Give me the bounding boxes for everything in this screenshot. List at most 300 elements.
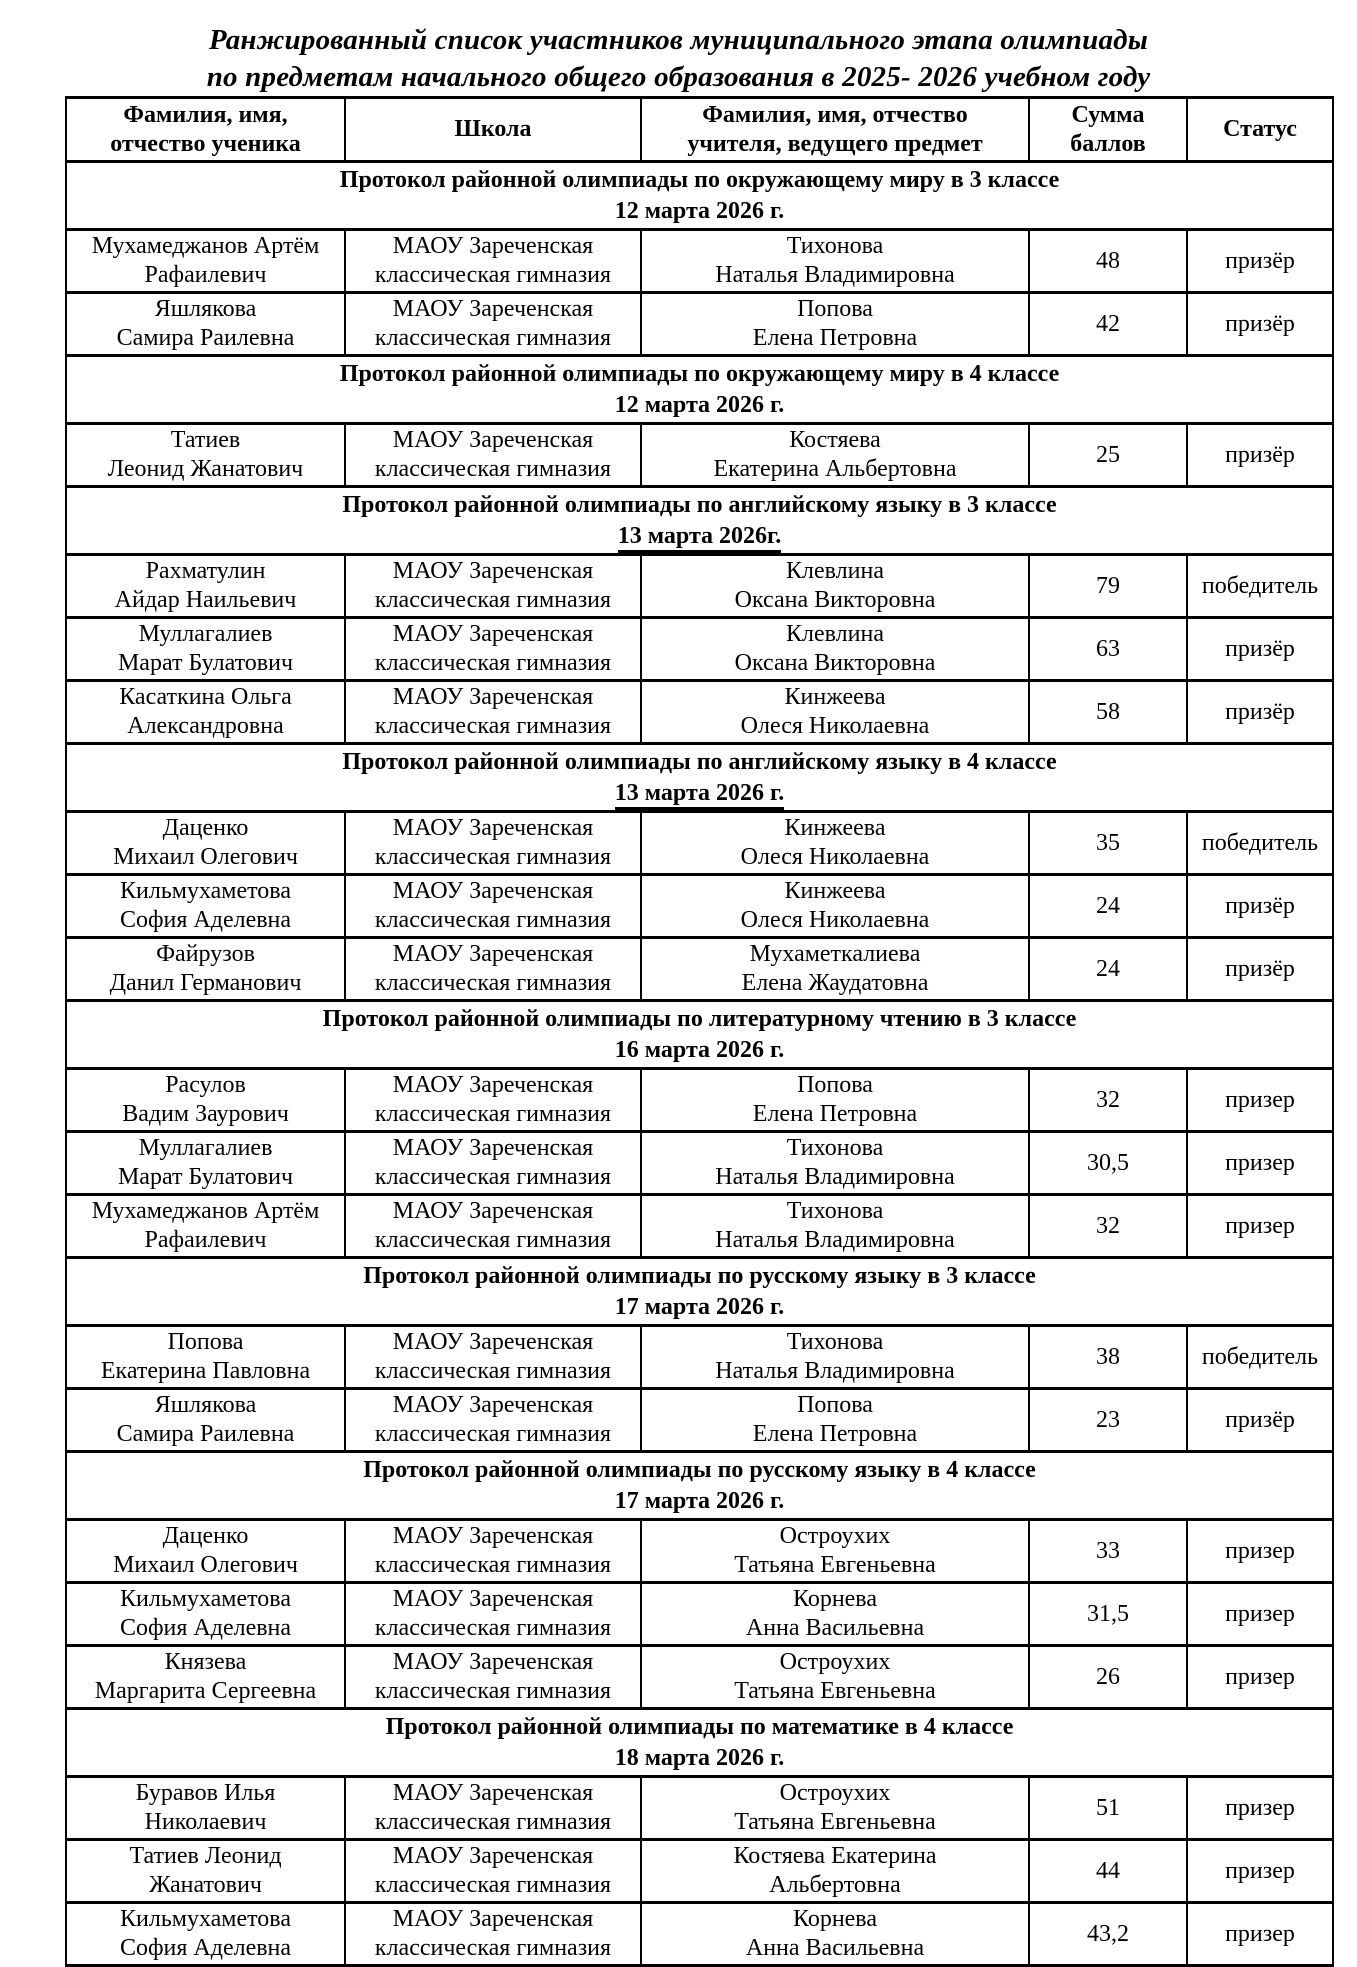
result-row [66, 618, 1333, 681]
status-cell: призёр [1187, 681, 1333, 744]
text-line: Николаевич [144, 1809, 267, 1835]
teacher-name-cell [641, 1520, 1029, 1583]
column-header-status [1187, 98, 1333, 162]
section-date [69, 1743, 1330, 1774]
score-cell: 38 [1029, 1326, 1187, 1389]
status-cell: победитель [1187, 555, 1333, 618]
text-line: Мухаметкалиева [749, 941, 921, 967]
text-line: Татьяна Евгеньевна [734, 1552, 936, 1578]
teacher-name-cell [641, 1326, 1029, 1389]
text-line: классическая гимназия [374, 1678, 612, 1704]
school-cell [345, 1520, 641, 1583]
text-line: Попова [167, 1329, 244, 1355]
teacher-name-cell [641, 1646, 1029, 1709]
text-line: МАОУ Зареченская [392, 233, 594, 259]
text-line: Яшлякова [154, 1392, 257, 1418]
student-name-cell [66, 618, 345, 681]
section-header-cell [66, 1258, 1333, 1326]
section-date-text: 13 марта 2026 г. [615, 780, 785, 810]
text-line: Клевлина [786, 621, 884, 647]
score-cell: 44 [1029, 1840, 1187, 1903]
section-date [69, 1292, 1330, 1323]
status-cell: призер [1187, 1195, 1333, 1258]
text-line: Кильмухаметова [120, 878, 291, 904]
text-line: Тихонова [786, 1198, 884, 1224]
text-line: классическая гимназия [374, 1552, 612, 1578]
school-cell [345, 1389, 641, 1452]
section-header-row [66, 162, 1333, 230]
text-line: София Аделевна [119, 907, 292, 933]
teacher-name-cell [641, 1840, 1029, 1903]
status-cell: призер [1187, 1069, 1333, 1132]
status-cell: призер [1187, 1777, 1333, 1840]
document-page [0, 22, 1357, 1961]
text-line: Рафаилевич [144, 262, 267, 288]
student-name-cell [66, 812, 345, 875]
score-cell: 43,2 [1029, 1903, 1187, 1966]
text-line: классическая гимназия [374, 1101, 612, 1127]
text-line: Костяева Екатерина [733, 1843, 937, 1869]
text-line: Школа [454, 116, 532, 142]
text-line: классическая гимназия [374, 262, 612, 288]
school-cell [345, 230, 641, 293]
school-cell [345, 1326, 641, 1389]
text-line: МАОУ Зареченская [392, 815, 594, 841]
student-name-cell [66, 875, 345, 938]
document-title [30, 22, 1327, 96]
text-line: Александровна [127, 713, 284, 739]
text-line: Остроухих [779, 1780, 891, 1806]
student-name-cell [66, 1520, 345, 1583]
score-cell: 79 [1029, 555, 1187, 618]
text-line: Анна Васильевна [745, 1615, 925, 1641]
text-line: Наталья Владимировна [715, 262, 955, 288]
student-name-cell [66, 681, 345, 744]
text-line: классическая гимназия [374, 1358, 612, 1384]
text-line: классическая гимназия [374, 650, 612, 676]
text-line: Татьяна Евгеньевна [734, 1678, 936, 1704]
section-header-cell [66, 356, 1333, 424]
text-line: Екатерина Альбертовна [713, 456, 957, 482]
teacher-name-cell [641, 555, 1029, 618]
result-row [66, 1903, 1333, 1966]
olympiad-results-table [65, 96, 1334, 1967]
text-line: Мухамеджанов Артём [91, 1198, 320, 1224]
score-cell: 31,5 [1029, 1583, 1187, 1646]
text-line: МАОУ Зареченская [392, 1843, 594, 1869]
teacher-name-cell [641, 1583, 1029, 1646]
text-line: классическая гимназия [374, 970, 612, 996]
status-cell: победитель [1187, 812, 1333, 875]
status-cell: призер [1187, 1646, 1333, 1709]
text-line: баллов [1070, 130, 1146, 157]
text-line: Марат Булатович [117, 1164, 294, 1190]
teacher-name-cell [641, 938, 1029, 1001]
text-line: Наталья Владимировна [715, 1227, 955, 1253]
result-row [66, 1583, 1333, 1646]
section-title: Протокол районной олимпиады по русскому языку в 3 классе [363, 1262, 1036, 1289]
text-line: МАОУ Зареченская [392, 684, 594, 710]
score-cell: 25 [1029, 424, 1187, 487]
student-name-cell [66, 1646, 345, 1709]
text-line: Клевлина [786, 558, 884, 584]
section-date-text: 13 марта 2026г. [618, 523, 782, 553]
score-cell: 33 [1029, 1520, 1187, 1583]
result-row [66, 1840, 1333, 1903]
teacher-name-cell [641, 293, 1029, 356]
text-line: Айдар Наильевич [114, 587, 297, 613]
result-row [66, 681, 1333, 744]
text-line: Татиев Леонид [129, 1843, 282, 1869]
section-header-row [66, 1258, 1333, 1326]
text-line: Яшлякова [154, 296, 257, 322]
section-date-text: 12 марта 2026 г. [614, 391, 785, 418]
text-line: Маргарита Сергеевна [94, 1678, 317, 1704]
text-line: Рафаилевич [144, 1227, 267, 1253]
school-cell [345, 938, 641, 1001]
text-line: Елена Петровна [752, 325, 918, 351]
text-line: Князева [164, 1649, 247, 1675]
teacher-name-cell [641, 1777, 1029, 1840]
text-line: Оксана Викторовна [734, 587, 936, 613]
student-name-cell [66, 1326, 345, 1389]
text-line: Муллагалиев [138, 621, 273, 647]
section-title: Протокол районной олимпиады по окружающему миру в 4 классе [339, 360, 1060, 387]
text-line: МАОУ Зареченская [392, 1392, 594, 1418]
status-cell: призер [1187, 1520, 1333, 1583]
text-line: Фамилия, имя, [123, 101, 288, 128]
text-line: МАОУ Зареченская [392, 1780, 594, 1806]
student-name-cell [66, 1777, 345, 1840]
text-line: Елена Жаудатовна [741, 970, 929, 996]
school-cell [345, 812, 641, 875]
result-row [66, 875, 1333, 938]
text-line: Буравов Илья [135, 1780, 276, 1806]
text-line: Муллагалиев [138, 1135, 273, 1161]
score-cell: 24 [1029, 875, 1187, 938]
text-line: Данил Германович [109, 970, 302, 996]
text-line: Костяева [789, 427, 881, 453]
teacher-name-cell [641, 618, 1029, 681]
section-date-text: 17 марта 2026 г. [614, 1293, 785, 1320]
result-row [66, 812, 1333, 875]
column-header-row [66, 98, 1333, 162]
score-cell: 24 [1029, 938, 1187, 1001]
text-line: София Аделевна [119, 1935, 292, 1961]
text-line: классическая гимназия [374, 325, 612, 351]
student-name-cell [66, 1132, 345, 1195]
teacher-name-cell [641, 1132, 1029, 1195]
result-row [66, 1520, 1333, 1583]
text-line: Елена Петровна [752, 1101, 918, 1127]
section-header-row [66, 1001, 1333, 1069]
school-cell [345, 1195, 641, 1258]
text-line: Татиев [170, 427, 241, 453]
school-cell [345, 618, 641, 681]
status-cell: призёр [1187, 293, 1333, 356]
school-cell [345, 1840, 641, 1903]
text-line: Статус [1223, 116, 1297, 142]
text-line: Самира Раилевна [116, 325, 295, 351]
section-date [69, 196, 1330, 227]
student-name-cell [66, 1069, 345, 1132]
status-cell: призёр [1187, 875, 1333, 938]
section-date-text: 18 марта 2026 г. [614, 1744, 785, 1771]
section-date-text: 12 марта 2026 г. [614, 197, 785, 224]
text-line: классическая гимназия [374, 1421, 612, 1447]
section-header-row [66, 487, 1333, 555]
text-line: Файрузов [156, 941, 255, 967]
result-row [66, 293, 1333, 356]
text-line: Мухамеджанов Артём [91, 233, 320, 259]
section-date [69, 778, 1330, 809]
score-cell: 26 [1029, 1646, 1187, 1709]
school-cell [345, 875, 641, 938]
section-date-text: 16 марта 2026 г. [614, 1036, 785, 1063]
section-header-cell [66, 1452, 1333, 1520]
column-header-teacher [641, 98, 1029, 162]
student-name-cell [66, 1840, 345, 1903]
score-cell: 42 [1029, 293, 1187, 356]
text-line: Вадим Заурович [122, 1101, 289, 1127]
text-line: МАОУ Зареченская [392, 1586, 594, 1612]
text-line: Олеся Николаевна [740, 713, 930, 739]
text-line: МАОУ Зареченская [392, 1135, 594, 1161]
text-line: Марат Булатович [117, 650, 294, 676]
school-cell [345, 424, 641, 487]
text-line: Екатерина Павловна [100, 1358, 311, 1384]
text-line: Кинжеева [784, 878, 886, 904]
section-header-cell [66, 1709, 1333, 1777]
result-row [66, 424, 1333, 487]
score-cell: 58 [1029, 681, 1187, 744]
teacher-name-cell [641, 1069, 1029, 1132]
text-line: МАОУ Зареченская [392, 621, 594, 647]
text-line: МАОУ Зареченская [392, 1072, 594, 1098]
text-line: Сумма [1071, 101, 1145, 128]
section-header-row [66, 1709, 1333, 1777]
status-cell: призёр [1187, 618, 1333, 681]
text-line: классическая гимназия [374, 713, 612, 739]
student-name-cell [66, 1903, 345, 1966]
text-line: классическая гимназия [374, 587, 612, 613]
status-cell: призер [1187, 1132, 1333, 1195]
text-line: МАОУ Зареченская [392, 1906, 594, 1932]
text-line: Остроухих [779, 1649, 891, 1675]
result-row [66, 938, 1333, 1001]
result-row [66, 230, 1333, 293]
teacher-name-cell [641, 681, 1029, 744]
text-line: классическая гимназия [374, 907, 612, 933]
text-line: София Аделевна [119, 1615, 292, 1641]
score-cell: 30,5 [1029, 1132, 1187, 1195]
document-title-line2: по предметам начального общего образования в 2025- 2026 учебном году [206, 61, 1151, 93]
school-cell [345, 1583, 641, 1646]
section-header-row [66, 356, 1333, 424]
text-line: Касаткина Ольга [119, 684, 292, 710]
teacher-name-cell [641, 875, 1029, 938]
school-cell [345, 1132, 641, 1195]
text-line: Елена Петровна [752, 1421, 918, 1447]
text-line: Тихонова [786, 233, 884, 259]
section-header-row [66, 1452, 1333, 1520]
section-header-cell [66, 487, 1333, 555]
school-cell [345, 555, 641, 618]
text-line: Самира Раилевна [116, 1421, 295, 1447]
status-cell: призер [1187, 1840, 1333, 1903]
school-cell [345, 1069, 641, 1132]
text-line: Тихонова [786, 1135, 884, 1161]
text-line: Попова [797, 296, 873, 322]
result-row [66, 1195, 1333, 1258]
text-line: Корнева [793, 1586, 877, 1612]
status-cell: призер [1187, 1583, 1333, 1646]
section-header-cell [66, 1001, 1333, 1069]
school-cell [345, 1646, 641, 1709]
text-line: Фамилия, имя, отчество [702, 101, 968, 128]
section-title: Протокол районной олимпиады по литературному чтению в 3 классе [322, 1005, 1077, 1032]
document-title-line1: Ранжированный список участников муниципального этапа олимпиады [208, 24, 1149, 56]
text-line: Наталья Владимировна [715, 1164, 955, 1190]
teacher-name-cell [641, 1389, 1029, 1452]
text-line: МАОУ Зареченская [392, 1649, 594, 1675]
text-line: Попова [797, 1392, 873, 1418]
text-line: Олеся Николаевна [740, 907, 930, 933]
text-line: Михаил Олегович [113, 844, 298, 870]
student-name-cell [66, 1389, 345, 1452]
score-cell: 35 [1029, 812, 1187, 875]
section-header-cell [66, 744, 1333, 812]
column-header-student [66, 98, 345, 162]
section-title: Протокол районной олимпиады по русскому языку в 4 классе [363, 1456, 1036, 1483]
column-header-score [1029, 98, 1187, 162]
text-line: Тихонова [786, 1329, 884, 1355]
student-name-cell [66, 293, 345, 356]
text-line: отчество ученика [110, 130, 301, 157]
student-name-cell [66, 938, 345, 1001]
column-header-school [345, 98, 641, 162]
result-row [66, 1646, 1333, 1709]
text-line: Михаил Олегович [113, 1552, 298, 1578]
text-line: учителя, ведущего предмет [687, 130, 983, 157]
text-line: МАОУ Зареченская [392, 878, 594, 904]
teacher-name-cell [641, 424, 1029, 487]
school-cell [345, 681, 641, 744]
status-cell: призер [1187, 1903, 1333, 1966]
text-line: Татьяна Евгеньевна [734, 1809, 936, 1835]
text-line: Корнева [793, 1906, 877, 1932]
result-row [66, 1132, 1333, 1195]
text-line: Наталья Владимировна [715, 1358, 955, 1384]
section-date [69, 390, 1330, 421]
text-line: классическая гимназия [374, 1615, 612, 1641]
text-line: Даценко [162, 1523, 249, 1549]
status-cell: призёр [1187, 230, 1333, 293]
text-line: классическая гимназия [374, 456, 612, 482]
text-line: Олеся Николаевна [740, 844, 930, 870]
section-date [69, 1035, 1330, 1066]
result-row [66, 1326, 1333, 1389]
student-name-cell [66, 555, 345, 618]
text-line: МАОУ Зареченская [392, 558, 594, 584]
teacher-name-cell [641, 1903, 1029, 1966]
section-title: Протокол районной олимпиады по английскому языку в 4 классе [342, 748, 1057, 775]
text-line: Кинжеева [784, 815, 886, 841]
text-line: Леонид Жанатович [107, 456, 304, 482]
text-line: классическая гимназия [374, 1227, 612, 1253]
student-name-cell [66, 424, 345, 487]
text-line: Рахматулин [145, 558, 266, 584]
text-line: Даценко [162, 815, 249, 841]
text-line: Альбертовна [769, 1872, 901, 1898]
section-date [69, 1486, 1330, 1517]
section-title: Протокол районной олимпиады по английскому языку в 3 классе [342, 491, 1057, 518]
teacher-name-cell [641, 812, 1029, 875]
text-line: Кильмухаметова [120, 1906, 291, 1932]
table-body [66, 162, 1333, 1966]
result-row [66, 1777, 1333, 1840]
text-line: Оксана Викторовна [734, 650, 936, 676]
student-name-cell [66, 1195, 345, 1258]
score-cell: 63 [1029, 618, 1187, 681]
text-line: Расулов [165, 1072, 246, 1098]
section-date-text: 17 марта 2026 г. [614, 1487, 785, 1514]
score-cell: 32 [1029, 1069, 1187, 1132]
section-title: Протокол районной олимпиады по математике в 4 классе [385, 1713, 1014, 1740]
text-line: МАОУ Зареченская [392, 1329, 594, 1355]
text-line: Попова [797, 1072, 873, 1098]
student-name-cell [66, 1583, 345, 1646]
score-cell: 51 [1029, 1777, 1187, 1840]
section-header-row [66, 744, 1333, 812]
school-cell [345, 1777, 641, 1840]
section-title: Протокол районной олимпиады по окружающему миру в 3 классе [339, 166, 1060, 193]
result-row [66, 1389, 1333, 1452]
score-cell: 48 [1029, 230, 1187, 293]
text-line: классическая гимназия [374, 1872, 612, 1898]
text-line: Анна Васильевна [745, 1935, 925, 1961]
student-name-cell [66, 230, 345, 293]
text-line: МАОУ Зареченская [392, 1523, 594, 1549]
status-cell: призёр [1187, 424, 1333, 487]
text-line: МАОУ Зареченская [392, 296, 594, 322]
text-line: МАОУ Зареченская [392, 1198, 594, 1224]
score-cell: 23 [1029, 1389, 1187, 1452]
text-line: Остроухих [779, 1523, 891, 1549]
result-row [66, 555, 1333, 618]
school-cell [345, 1903, 641, 1966]
text-line: классическая гимназия [374, 1935, 612, 1961]
text-line: классическая гимназия [374, 1809, 612, 1835]
score-cell: 32 [1029, 1195, 1187, 1258]
text-line: Кинжеева [784, 684, 886, 710]
text-line: классическая гимназия [374, 844, 612, 870]
status-cell: призёр [1187, 1389, 1333, 1452]
status-cell: призёр [1187, 938, 1333, 1001]
text-line: Жанатович [149, 1872, 262, 1898]
teacher-name-cell [641, 230, 1029, 293]
section-header-cell [66, 162, 1333, 230]
text-line: МАОУ Зареченская [392, 427, 594, 453]
school-cell [345, 293, 641, 356]
teacher-name-cell [641, 1195, 1029, 1258]
text-line: Кильмухаметова [120, 1586, 291, 1612]
result-row [66, 1069, 1333, 1132]
section-date [69, 521, 1330, 552]
text-line: МАОУ Зареченская [392, 941, 594, 967]
status-cell: победитель [1187, 1326, 1333, 1389]
text-line: классическая гимназия [374, 1164, 612, 1190]
